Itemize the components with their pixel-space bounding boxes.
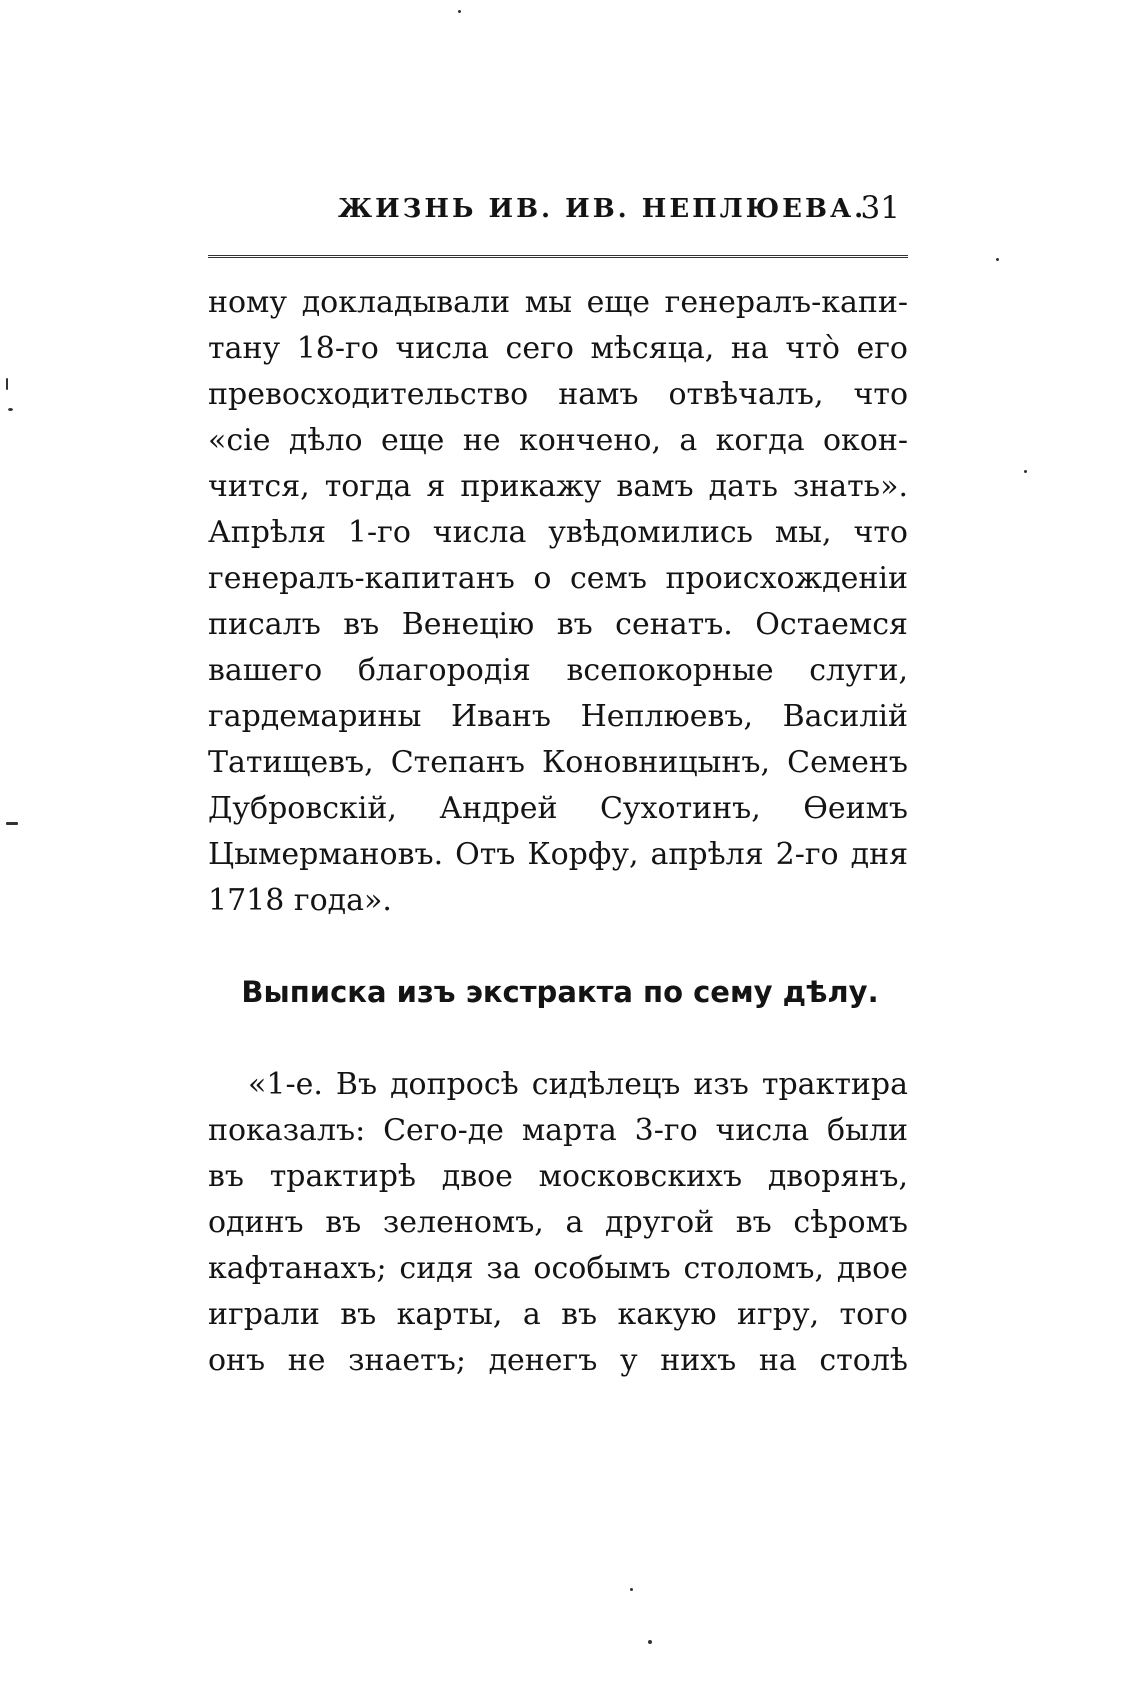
text-line: одинъ въ зеленомъ, а другой въ сѣромъ bbox=[208, 1205, 908, 1240]
text-line: онъ не знаетъ; денегъ у нихъ на столѣ bbox=[208, 1343, 908, 1378]
text-line: «сіе дѣло еще не кончено, а когда окон- bbox=[208, 423, 908, 458]
text-line: превосходительство намъ отвѣчалъ, что bbox=[208, 377, 908, 412]
text-line: «1-е. Въ допросѣ сидѣлецъ изъ трактира bbox=[248, 1067, 908, 1102]
text-line: вашего благородія всепокорные слуги, bbox=[208, 653, 908, 688]
text-line: Татищевъ, Степанъ Коновницынъ, Семенъ bbox=[208, 745, 908, 780]
scan-speck bbox=[8, 408, 13, 411]
text-line: писалъ въ Венецію въ сенатъ. Остаемся bbox=[208, 607, 908, 642]
running-title: ЖИЗНЬ ИВ. ИВ. НЕПЛЮЕВА. bbox=[338, 194, 867, 224]
text-line: играли въ карты, а въ какую игру, того bbox=[208, 1297, 908, 1332]
paragraph-extract bbox=[208, 1062, 908, 1384]
text-line: Дубровскій, Андрей Сухотинъ, Ѳеимъ bbox=[208, 791, 908, 826]
text-line: 1718 года». bbox=[208, 883, 392, 918]
text-line: генералъ-капитанъ о семъ происхожденіи bbox=[208, 561, 908, 596]
text-line: гардемарины Иванъ Неплюевъ, Василій bbox=[208, 699, 908, 734]
scan-speck bbox=[1024, 470, 1027, 473]
scan-speck bbox=[648, 1640, 652, 1644]
paragraph-continuation bbox=[208, 280, 908, 924]
section-heading: Выписка изъ экстракта по сему дѣлу. bbox=[241, 975, 879, 1009]
scan-speck bbox=[6, 822, 18, 825]
text-line: кафтанахъ; сидя за особымъ столомъ, двое bbox=[208, 1251, 908, 1286]
text-line: чится, тогда я прикажу вамъ дать знать». bbox=[208, 469, 908, 504]
scan-speck bbox=[630, 1588, 633, 1591]
text-line: Апрѣля 1-го числа увѣдомились мы, что bbox=[208, 515, 908, 550]
text-line: Цымермановъ. Отъ Корфу, апрѣля 2-го дня bbox=[208, 837, 908, 872]
text-line: тану 18-го числа сего мѣсяца, на что̀ его bbox=[208, 331, 908, 366]
text-line: ному докладывали мы еще генералъ-капи- bbox=[208, 285, 908, 320]
text-line: показалъ: Сего-де марта 3-го числа были bbox=[208, 1113, 908, 1148]
page-number: 31 bbox=[860, 190, 900, 226]
running-head bbox=[208, 190, 908, 240]
header-rule bbox=[208, 255, 908, 258]
scan-speck bbox=[458, 10, 461, 13]
scan-speck bbox=[996, 258, 999, 261]
scan-speck bbox=[6, 378, 8, 390]
text-line: въ трактирѣ двое московскихъ дворянъ, bbox=[208, 1159, 908, 1194]
